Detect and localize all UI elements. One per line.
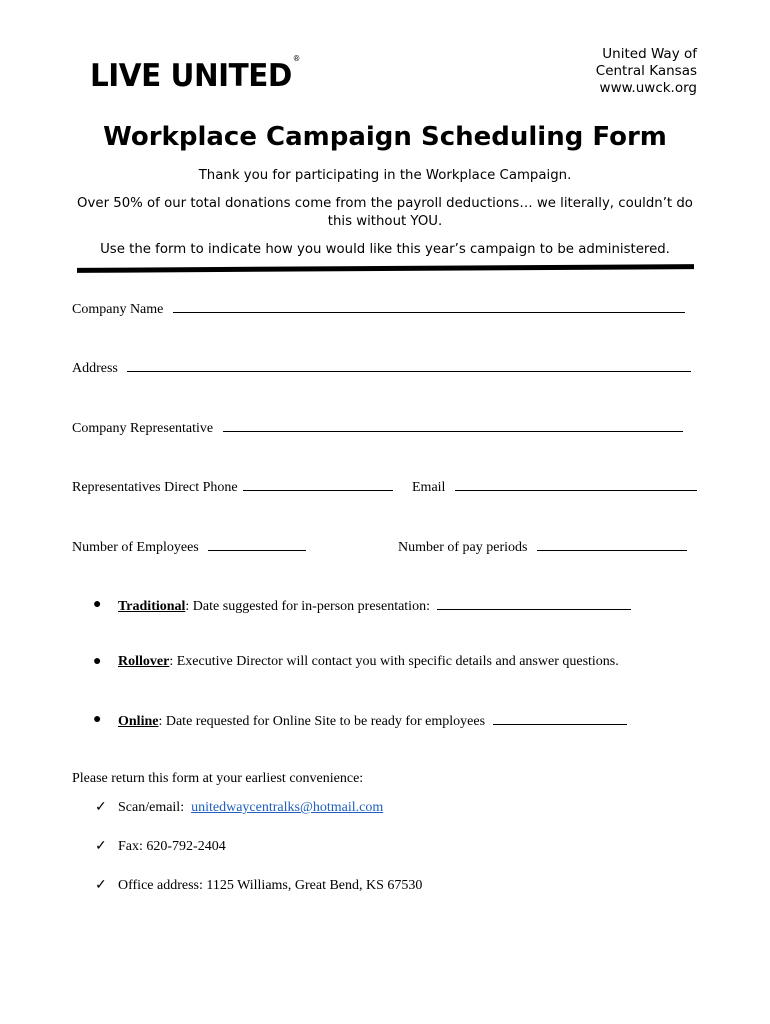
- option-label: Online: [118, 714, 159, 729]
- scan-label: Scan/email:: [118, 800, 185, 815]
- company-rep-label: Company Representative: [72, 421, 214, 436]
- org-line-2: Central Kansas: [595, 63, 697, 79]
- intro-instructions: Use the form to indicate how you would like this year’s campaign to be administered.: [100, 242, 670, 257]
- rep-phone-input[interactable]: [243, 477, 393, 491]
- email-input[interactable]: [455, 477, 697, 491]
- option-label: Rollover: [118, 654, 170, 669]
- divider: [77, 264, 694, 273]
- checkmark-icon: ✓: [95, 878, 107, 893]
- bullet-icon: ●: [93, 654, 102, 669]
- company-name-label: Company Name: [72, 302, 164, 317]
- page-title: Workplace Campaign Scheduling Form: [103, 122, 667, 152]
- org-line-1: United Way of: [602, 46, 697, 62]
- pay-periods-input[interactable]: [537, 537, 687, 551]
- address-label: Address: [72, 361, 118, 376]
- org-website: www.uwck.org: [599, 80, 697, 96]
- company-name-row: [72, 299, 685, 319]
- registered-mark: ®: [292, 53, 300, 63]
- return-heading: Please return this form at your earliest convenience:: [72, 771, 364, 786]
- option-traditional[interactable]: [93, 596, 631, 616]
- company-name-input[interactable]: [173, 299, 685, 313]
- option-text: : Executive Director will contact you with specific details and answer questions.: [169, 654, 619, 669]
- checkmark-icon: ✓: [95, 800, 107, 815]
- bullet-icon: ●: [93, 712, 102, 727]
- company-rep-input[interactable]: [223, 418, 683, 432]
- option-rollover[interactable]: [93, 653, 619, 671]
- pay-periods-row: [398, 537, 687, 557]
- option-text: : Date requested for Online Site to be ready for employees: [158, 714, 486, 729]
- option-text: : Date suggested for in-person presentation:: [185, 599, 430, 614]
- return-office: [95, 877, 423, 895]
- rep-phone-label: Representatives Direct Phone: [72, 480, 238, 495]
- return-scan-email: [95, 799, 384, 817]
- return-fax: [95, 838, 226, 856]
- email-row: [412, 477, 697, 497]
- option-online[interactable]: [93, 711, 627, 731]
- fax-text: Fax: 620-792-2404: [118, 839, 226, 854]
- office-text: Office address: 1125 Williams, Great Bend, KS 67530: [118, 878, 423, 893]
- checkmark-icon: ✓: [95, 839, 107, 854]
- email-label: Email: [412, 480, 446, 495]
- intro-donations: Over 50% of our total donations come from the payroll deductions… we literally, couldn’t do this without YOU.: [77, 196, 693, 229]
- online-date-input[interactable]: [493, 711, 627, 725]
- rep-phone-row: [72, 477, 393, 497]
- org-info: [596, 46, 697, 97]
- email-link[interactable]: unitedwaycentralks@hotmail.com: [191, 800, 384, 815]
- pay-periods-label: Number of pay periods: [398, 540, 528, 555]
- num-employees-input[interactable]: [208, 537, 306, 551]
- traditional-date-input[interactable]: [437, 596, 631, 610]
- option-label: Traditional: [118, 599, 186, 614]
- bullet-icon: ●: [93, 597, 102, 612]
- num-employees-row: [72, 537, 306, 557]
- live-united-logo: [90, 53, 300, 94]
- address-row: [72, 358, 691, 378]
- logo-text: LIVE UNITED: [90, 58, 292, 94]
- intro-thanks: Thank you for participating in the Workplace Campaign.: [198, 168, 572, 183]
- company-rep-row: [72, 418, 683, 438]
- num-employees-label: Number of Employees: [72, 540, 199, 555]
- address-input[interactable]: [127, 358, 691, 372]
